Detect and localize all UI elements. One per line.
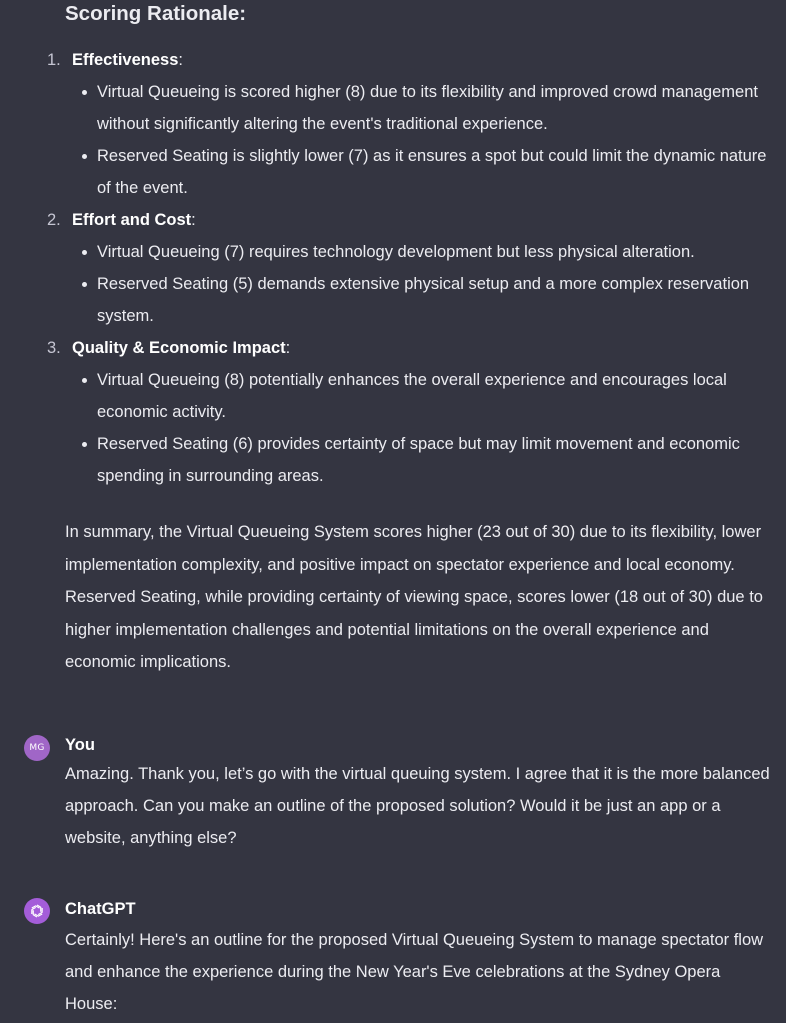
bullet-item: Virtual Queueing is scored higher (8) due to its flexibility and improved crowd management without significantly altering the event's traditional experience. [0, 76, 786, 140]
bullet-list [0, 76, 786, 204]
section-title: Scoring Rationale: [65, 2, 247, 25]
criterion-label: Quality & Economic Impact [72, 339, 286, 357]
criterion-number: 2. [47, 211, 61, 229]
openai-logo-icon [24, 898, 50, 924]
summary-paragraph: In summary, the Virtual Queueing System scores higher (23 out of 30) due to its flexibility, lower implementation complexity, and positive impact on spectator experience and local economy. Reserved Seating, while providing certainty of viewing space, scores lower (18 out of 30) due to higher implementation challenges and potential limitations on the overall experience and economic implications. [65, 523, 763, 671]
bullet-item: Virtual Queueing (7) requires technology development but less physical alteration. [0, 236, 786, 268]
bullet-item: Reserved Seating (5) demands extensive physical setup and a more complex reservation system. [0, 268, 786, 332]
bullet-list [0, 236, 786, 332]
criterion-suffix: : [178, 51, 183, 69]
user-avatar: MG [24, 735, 50, 761]
bullet-item: Reserved Seating is slightly lower (7) as it ensures a spot but could limit the dynamic nature of the event. [0, 140, 786, 204]
criterion-item [0, 204, 786, 332]
criterion-label: Effort and Cost [72, 211, 192, 229]
criterion-item [0, 44, 786, 204]
message-author: ChatGPT [65, 900, 136, 918]
message-text: Certainly! Here's an outline for the proposed Virtual Queueing System to manage spectator flow and enhance the experience during the New Year's Eve celebrations at the Sydney Opera House: [65, 931, 764, 1013]
criterion-number: 3. [47, 339, 61, 357]
criterion-label: Effectiveness [72, 51, 179, 69]
criteria-list [0, 44, 786, 492]
message-author: You [65, 736, 95, 754]
bullet-list [0, 364, 786, 492]
criterion-suffix: : [285, 339, 291, 357]
bullet-item: Virtual Queueing (8) potentially enhances the overall experience and encourages local economic activity. [0, 364, 786, 428]
criterion-item [0, 332, 786, 492]
criterion-number: 1. [47, 51, 61, 69]
message-text: Amazing. Thank you, let’s go with the virtual queuing system. I agree that it is the more balanced approach. Can you make an outline of the proposed solution? Would it be just an app or a website, anything else? [65, 765, 770, 847]
criterion-suffix: : [191, 211, 196, 229]
bullet-item: Reserved Seating (6) provides certainty of space but may limit movement and economic spending in surrounding areas. [0, 428, 786, 492]
